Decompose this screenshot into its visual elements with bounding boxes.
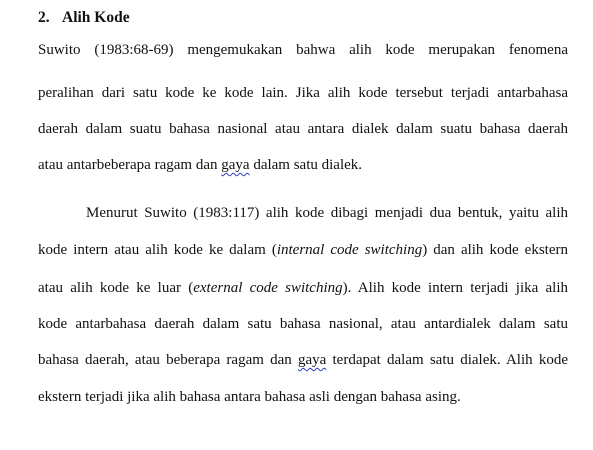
italic-term: internal code switching bbox=[276, 242, 423, 258]
paragraph-2-line-3 bbox=[38, 278, 568, 298]
section-title: Alih Kode bbox=[62, 9, 130, 26]
paragraph-1-line-4 bbox=[38, 155, 568, 175]
text-run: bahasa daerah, atau beberapa ragam dan bbox=[38, 352, 298, 368]
text-run: ). Alih kode intern terjadi jika alih bbox=[342, 280, 569, 296]
text-run: ) dan alih kode ekstern bbox=[422, 242, 568, 258]
paragraph-2-line-1: Menurut Suwito (1983:117) alih kode dibagi menjadi dua bentuk, yaitu alih bbox=[86, 205, 568, 221]
paragraph-1-line-3: daerah dalam suatu bahasa nasional atau antara dialek dalam suatu bahasa daerah bbox=[38, 121, 568, 137]
text-run: kode intern atau alih kode ke dalam ( bbox=[38, 242, 277, 258]
text-run: terdapat dalam satu dialek. Alih kode bbox=[326, 352, 568, 368]
italic-term: external code switching bbox=[193, 280, 343, 296]
section-number: 2. bbox=[38, 9, 50, 26]
text-run: atau antarbeberapa ragam dan bbox=[38, 157, 222, 173]
section-heading bbox=[38, 9, 130, 27]
paragraph-1-line-2: peralihan dari satu kode ke kode lain. Jika alih kode tersebut terjadi antarbahasa bbox=[38, 85, 568, 101]
text-run: atau alih kode ke luar ( bbox=[38, 280, 194, 296]
paragraph-2-line-4: kode antarbahasa daerah dalam satu bahasa nasional, atau antardialek dalam satu bbox=[38, 316, 568, 332]
paragraph-1-line-1: Suwito (1983:68-69) mengemukakan bahwa alih kode merupakan fenomena bbox=[38, 42, 568, 58]
paragraph-2-line-6: ekstern terjadi jika alih bahasa antara bahasa asli dengan bahasa asing. bbox=[38, 389, 461, 405]
paragraph-2-line-2 bbox=[38, 240, 568, 260]
text-run: dalam satu dialek. bbox=[249, 157, 363, 173]
spellcheck-flagged-word[interactable]: gaya bbox=[297, 352, 327, 368]
paragraph-2-line-5 bbox=[38, 350, 568, 370]
spellcheck-flagged-word[interactable]: gaya bbox=[221, 157, 250, 173]
